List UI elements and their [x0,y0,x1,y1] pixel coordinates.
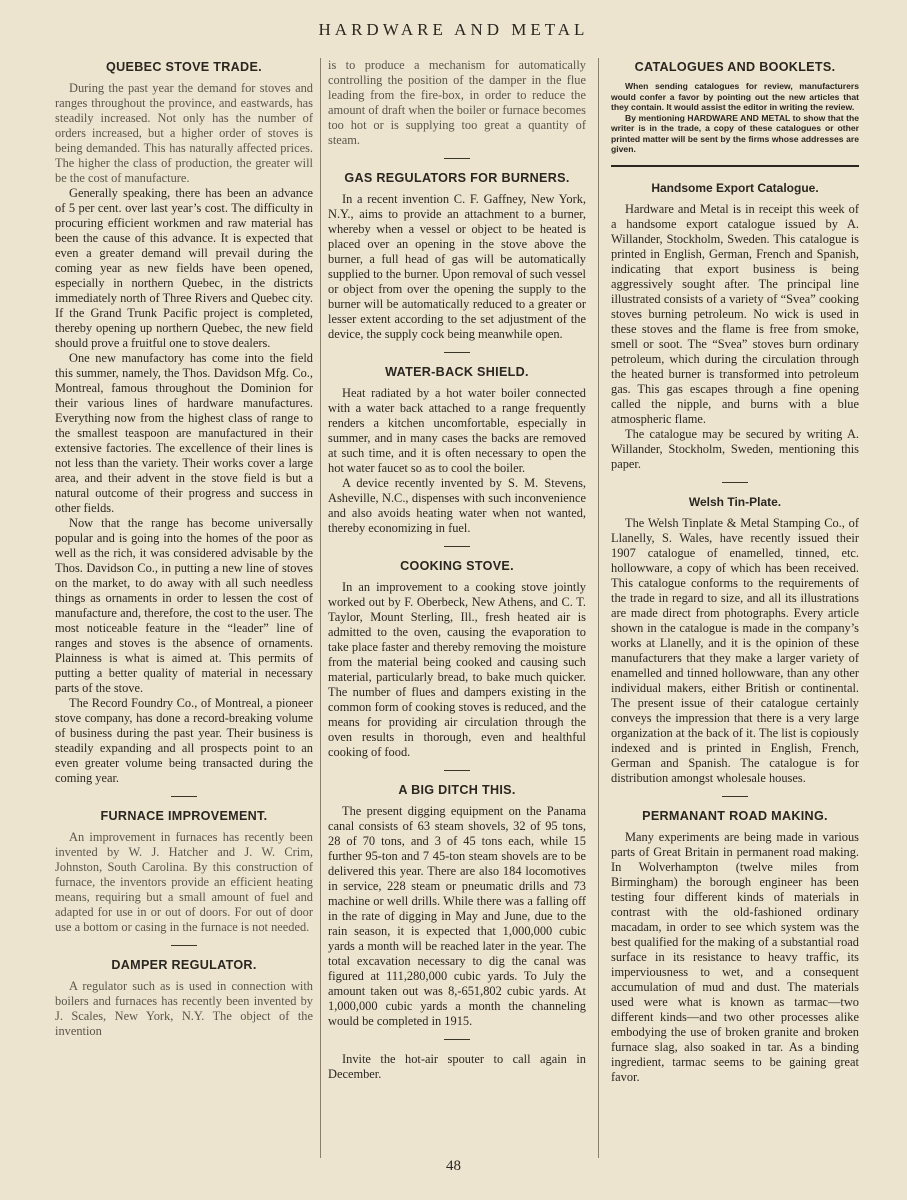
article-title: COOKING STOVE. [400,559,514,573]
paragraph: In an improvement to a cooking stove jointly worked out by F. Oberbeck, New Athens, and C. T. Taylor, Mount Sterling, Ill., fresh heated air is admitted to the oven, causing the evaporation to take place faster and thereby removing the moisture from the material being cooked and causing such material, particularly bread, to bake much quicker. The number of flues and dampers existing in the common form of cooking stoves is reduced, and the means for providing air circulation through the oven results in thorough, even and healthful cooking of food. [328,580,586,759]
column-right [611,58,859,1085]
section-title: CATALOGUES AND BOOKLETS. [634,60,836,74]
editor-note: By mentioning HARDWARE AND METAL to show that the writer is in the trade, a copy of these catalogues or other printed matter will be sent by the firms whose addresses are given. [611,112,859,154]
paragraph: Generally speaking, there has been an advance of 5 per cent. over last year’s cost. The difficulty in procuring efficient workmen and raw material has been the cause of this advance. It is expected that even a greater demand will prevail during the coming year as new fields have been opened, especially in northern Quebec, in the districts immediately north of Three Rivers and Quebec city. If the Grand Trunk Pacific project is completed, thereby opening up northern Quebec, the new field should prove a fruitful one to stove dealers. [55,186,313,350]
paragraph: The Welsh Tinplate & Metal Stamping Co., of Llanelly, S. Wales, have recently issued their 1907 catalogue of enamelled, tinned, etc. hollowware, a copy of which has been received. This catalogue conforms to the requirements of the trade in regard to size, and all its illustrations are made direct from photographs. Every article shown in the catalogue is made in the company’s works at Llanelly, and it is the opinion of these manufacturers that they make a larger variety of enamelled and tinned hollowware, than any other individual makers, either British or continental. The present issue of their catalogue certainly conveys the impression that there is a very large organization at the back of it. The list is copiously indexed and is printed in English, French, German and Spanish. The catalogue is for distribution amongst wholesale houses. [611,515,859,785]
section-rule [611,165,859,167]
separator [444,1039,470,1040]
column-rule [320,58,321,1158]
separator [171,945,197,946]
separator [722,482,748,483]
paragraph: is to produce a mechanism for automatically controlling the position of the damper in the flue leading from the fire-box, in order to reduce the amount of draft when the boiler or furnace becomes too hot or is supplying too great a quantity of steam. [328,58,586,147]
article-title: PERMANANT ROAD MAKING. [642,808,828,823]
paragraph: In a recent invention C. F. Gaffney, New York, N.Y., aims to provide an attachment to a burner, whereby when a vessel or object to be heated is placed over an opening in the stove above the burner, a full head of gas will be automatically supplied to the burner. Upon removal of such vessel or object from over the opening the supply to the burner will be automatically reduced to a greater or lesser extent according to the set adjustment of the device, the supply cock being meanwhile open. [328,192,586,341]
paragraph: An improvement in furnaces has recently been invented by W. J. Hatcher and J. W. Crim, Johnston, South Carolina. By this construction of furnace, the inventors provide an efficient heating means, requiring but a small amount of fuel and adapted for use in or out of doors. For out of door use a bottom or casing in the furnace is not needed. [55,830,313,934]
column-middle [328,58,586,1082]
article-title: A BIG DITCH THIS. [398,783,516,797]
paragraph: Heat radiated by a hot water boiler connected with a water back attached to a range frequently renders a kitchen uncomfortable, especially in summer, and in many cases the backs are removed at such time, and it is often necessary to open the hot water faucet so as to cool the boiler. [328,386,586,475]
article-title: Handsome Export Catalogue. [651,180,819,195]
paragraph: Many experiments are being made in various parts of Great Britain in permanent road making. In Wolverhampton (twelve miles from Birmingham) the borough engineer has been testing four different kinds of materials in contrast with the old-fashioned ordinary macadam, in order to see which system was the best qualified for the making of a substantial road surface in its resistance to heavy traffic, its imperviousness to wet, and a consequent accumulation of mud and dust. The materials used were what is known as tarmac—two different kinds—and two other processes alike embodying the use of broken granite and broken furnace slag, also soaked in tar. As a binding ingredient, tarmac seems to be gaining great favor. [611,829,859,1084]
separator [444,158,470,159]
paragraph: A regulator such as is used in connection with boilers and furnaces has recently been invented by J. Scales, New York, N.Y. The object of the invention [55,979,313,1038]
article-title: QUEBEC STOVE TRADE. [106,60,262,74]
separator [444,770,470,771]
paragraph: One new manufactory has come into the field this summer, namely, the Thos. Davidson Mfg. Co., Montreal, famous throughout the Dominion for their various lines of hardware manufactures. Everything now from the highest class of range to the smallest teaspoon are manufactured in their extensive factories. The excellence of their lines is not less than the variety. Their works cover a large area, and their advent in the stove field is but a natural outcome of their progress and success in other fields. [55,351,313,515]
paragraph: During the past year the demand for stoves and ranges throughout the province, and eastwards, has steadily increased. Not only has the number of orders increased, but a higher order of stoves is being demanded. This has naturally affected prices. The higher the class of production, the greater will be the cost of manufacture. [55,81,313,185]
paragraph: Hardware and Metal is in receipt this week of a handsome export catalogue issued by A. Willander, Stockholm, Sweden. This catalogue is printed in English, German, French and Spanish, indicating that export business is being aggressively sought after. The principal line illustrated consists of a variety of “Svea” cooking stoves burning petroleum. No wick is used in these stoves and the flame is free from smoke, smell or soot. The “Svea” stoves burn ordinary petroleum, which during the circulation through the heated burner is transformed into petroleum gas. This gas escapes through a fine opening called the nipple, and burns with a blue atmospheric flame. [611,201,859,426]
article-title: DAMPER REGULATOR. [111,958,257,972]
column-rule [598,58,599,1158]
separator [444,352,470,353]
paragraph: Now that the range has become universally popular and is going into the homes of the poor as well as the rich, it was considered advisable by the Thos. Davidson Co., in putting a new line of stoves on the market, to do away with all such needless things as ornaments in order to lessen the cost of manufacture and, therefore, the cost to the user. The most noticeable feature in the “leader” line of ranges and stoves is the absence of ornaments. Plainness is what is aimed at. This permits of putting a better quality of material in necessary parts of the stove. [55,516,313,695]
article-title: GAS REGULATORS FOR BURNERS. [344,171,570,185]
article-title: Welsh Tin-Plate. [688,494,782,509]
article-title: WATER-BACK SHIELD. [385,365,529,379]
column-left [55,58,313,1039]
paragraph: A device recently invented by S. M. Stevens, Asheville, N.C., dispenses with such inconvenience and also avoids heating water when not wanted, thereby economizing in fuel. [328,476,586,535]
paragraph: The Record Foundry Co., of Montreal, a pioneer stove company, has done a record-breaking volume of business during the past year. Their business is steadily expanding and all prospects point to an even greater volume being transacted during the coming year. [55,696,313,785]
running-title: HARDWARE AND METAL [318,20,589,39]
separator [444,546,470,547]
separator [722,796,748,797]
editor-note: When sending catalogues for review, manufacturers would confer a favor by pointing out the new articles that they contain. It would assist the editor in writing the review. [611,81,859,112]
page-number: 48 [446,1158,461,1174]
paragraph: Invite the hot-air spouter to call again in December. [328,1052,586,1081]
paragraph: The present digging equipment on the Panama canal consists of 63 steam shovels, 32 of 95 tons, 28 of 70 tons, and 3 of 45 tons each, while 15 further 95-ton and 7 45-ton steam shovels are to be delivered this year. There are also 184 locomotives in service, 228 steam or pneumatic drills and 73 machine or well drills. While there was a falling off in the rate of digging in May and June, due to the rain season, it is expected that 1,000,000 cubic yards a month will be reached later in the year. The total excavation necessary to dig the canal was figured at 111,280,000 cubic yards. To July the amount taken out was 8,-651,802 cubic yards. At 1,000,000 cubic yards a month the channeling would be completed in 1915. [328,804,586,1028]
article-title: FURNACE IMPROVEMENT. [100,809,268,823]
separator [171,796,197,797]
paragraph: The catalogue may be secured by writing A. Willander, Stockholm, Sweden, mentioning this paper. [611,426,859,471]
